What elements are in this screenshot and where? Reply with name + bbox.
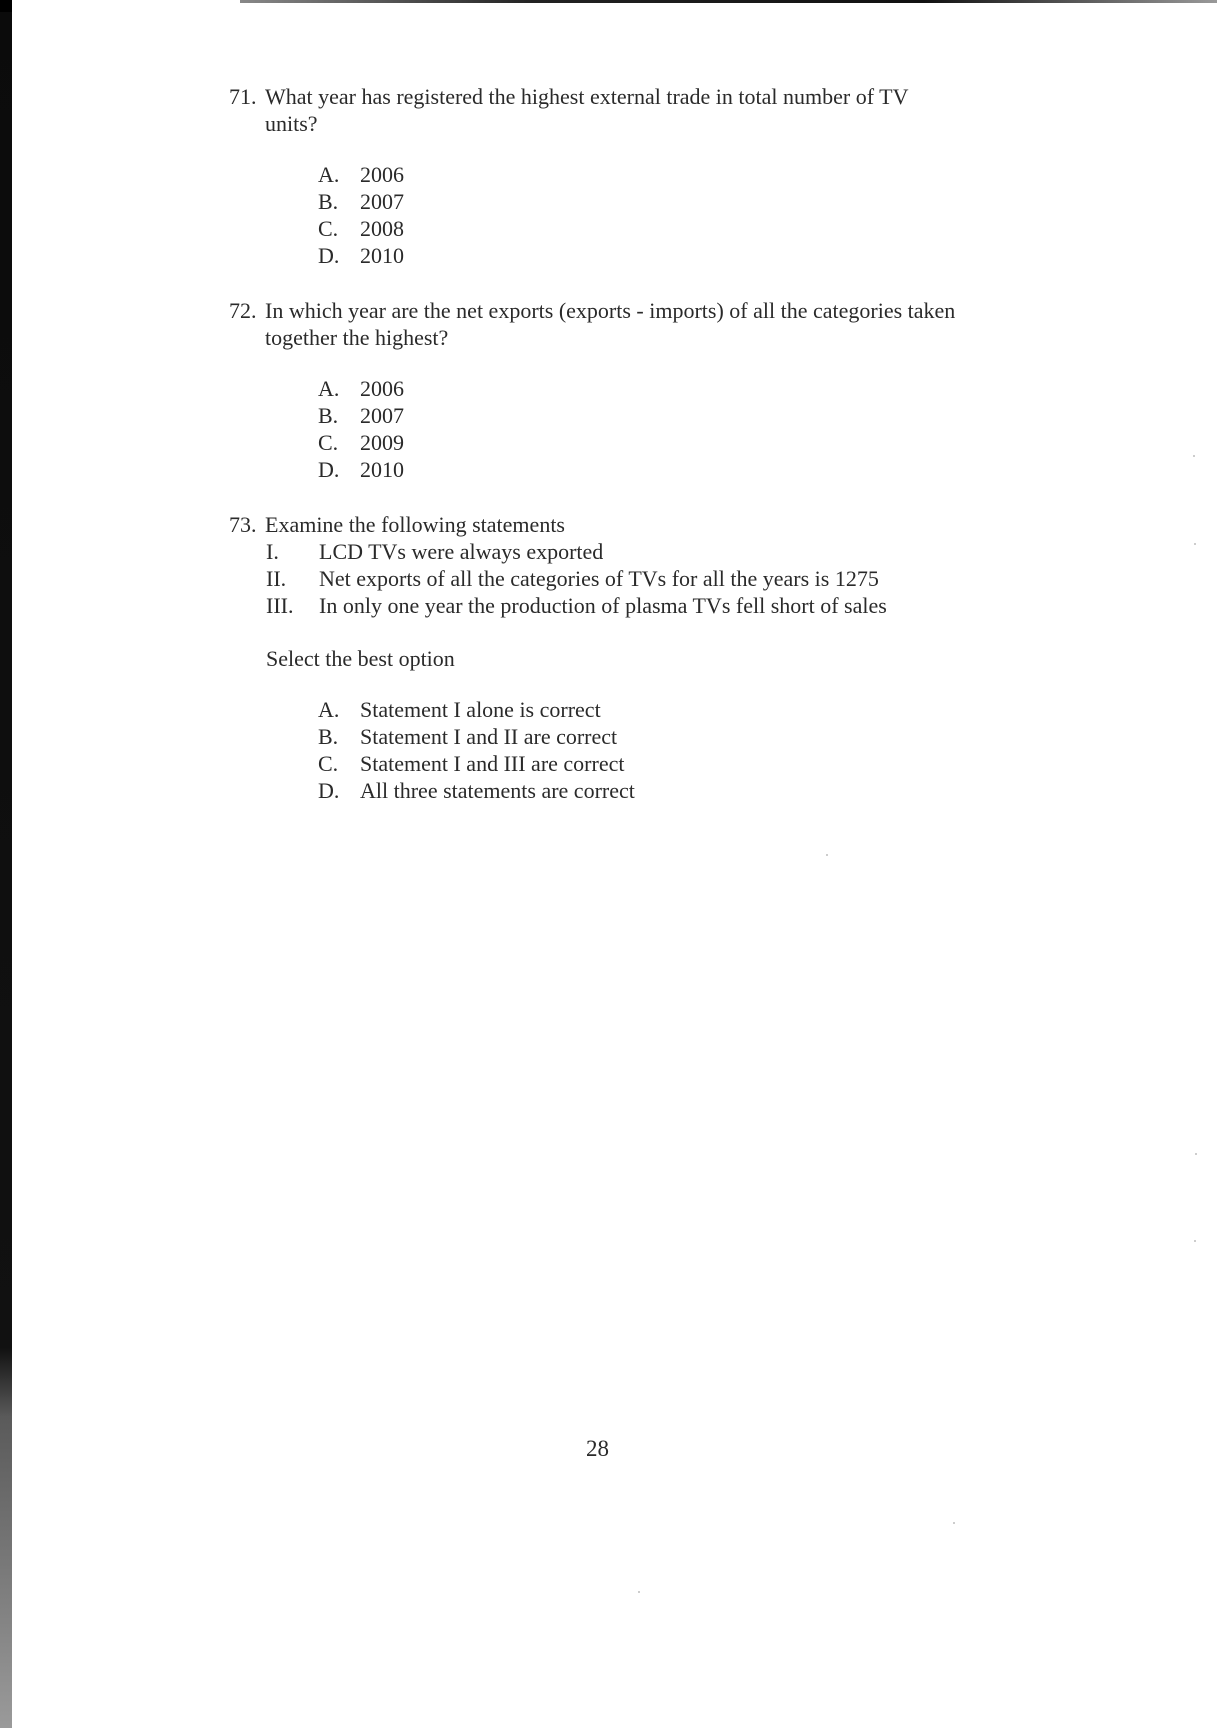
option-b — [318, 723, 887, 750]
option-letter: C. — [318, 216, 339, 241]
page-number: 28 — [586, 1436, 609, 1461]
scan-speck — [1193, 455, 1195, 457]
option-d — [318, 242, 908, 269]
statement-1 — [266, 538, 887, 565]
scan-speck — [1195, 1153, 1197, 1155]
question-number: 73. — [229, 512, 257, 537]
question-text: What year has registered the highest external trade in total number of TV — [265, 84, 909, 109]
option-b — [318, 188, 908, 215]
question-number: 71. — [229, 84, 257, 109]
instruction-text: Select the best option — [266, 646, 455, 671]
question-73 — [229, 511, 887, 804]
option-text: 2006 — [360, 376, 404, 401]
option-a — [318, 161, 908, 188]
option-letter: D. — [318, 457, 340, 482]
option-text: 2010 — [360, 243, 404, 268]
question-text: Examine the following statements — [265, 512, 565, 537]
statement-text: In only one year the production of plasma TVs fell short of sales — [319, 593, 887, 618]
option-letter: A. — [318, 376, 340, 401]
option-text: 2010 — [360, 457, 404, 482]
option-b — [318, 402, 955, 429]
statement-2 — [266, 565, 887, 592]
statement-number: II. — [266, 566, 287, 591]
question-73-line1 — [229, 511, 887, 538]
option-text: Statement I alone is correct — [360, 697, 601, 722]
options-list — [229, 375, 955, 483]
option-letter: A. — [318, 697, 340, 722]
question-71-line1 — [229, 83, 908, 110]
question-number: 72. — [229, 298, 257, 323]
scan-speck — [953, 1522, 955, 1524]
question-71 — [229, 83, 908, 269]
option-text: 2006 — [360, 162, 404, 187]
option-text: Statement I and III are correct — [360, 751, 625, 776]
options-list — [229, 161, 908, 269]
option-text: Statement I and II are correct — [360, 724, 618, 749]
question-72-line1 — [229, 297, 955, 324]
scan-speck — [1194, 543, 1196, 545]
option-text: 2007 — [360, 189, 404, 214]
option-letter: D. — [318, 243, 340, 268]
option-d — [318, 456, 955, 483]
question-72 — [229, 297, 955, 483]
scan-speck — [826, 854, 828, 856]
statement-3 — [266, 592, 887, 619]
option-letter: C. — [318, 430, 339, 455]
option-c — [318, 215, 908, 242]
statement-number: III. — [266, 593, 294, 618]
statement-number: I. — [266, 539, 279, 564]
question-text-continued: together the highest? — [265, 325, 449, 350]
question-text-continued: units? — [265, 111, 318, 136]
option-letter: B. — [318, 724, 339, 749]
option-c — [318, 750, 887, 777]
option-text: 2007 — [360, 403, 404, 428]
statements-list — [229, 538, 887, 619]
option-c — [318, 429, 955, 456]
options-list — [229, 696, 887, 804]
option-d — [318, 777, 887, 804]
option-letter: C. — [318, 751, 339, 776]
question-text: In which year are the net exports (exports - imports) of all the categories taken — [265, 298, 956, 323]
statement-text: LCD TVs were always exported — [319, 539, 604, 564]
option-text: All three statements are correct — [360, 778, 635, 803]
option-a — [318, 696, 887, 723]
option-a — [318, 375, 955, 402]
option-text: 2009 — [360, 430, 404, 455]
option-letter: B. — [318, 189, 339, 214]
statement-text: Net exports of all the categories of TVs for all the years is 1275 — [319, 566, 879, 591]
scan-speck — [1194, 1240, 1196, 1242]
option-letter: B. — [318, 403, 339, 428]
option-letter: A. — [318, 162, 340, 187]
option-text: 2008 — [360, 216, 404, 241]
option-letter: D. — [318, 778, 340, 803]
scan-speck — [638, 1591, 640, 1593]
